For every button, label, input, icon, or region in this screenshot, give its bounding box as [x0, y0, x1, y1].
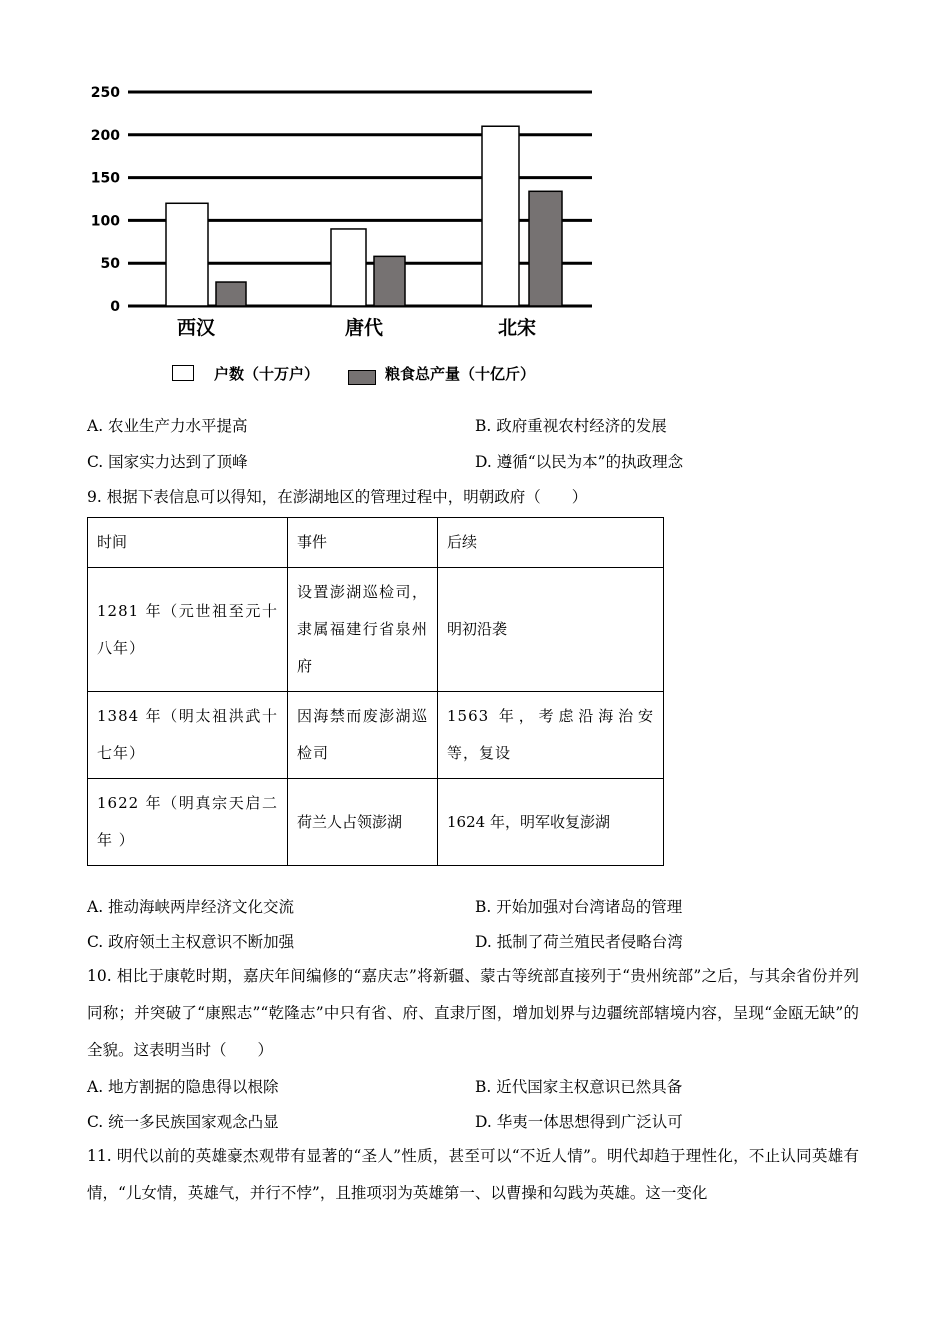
table-cell-time: 1384 年（明太祖洪武十七年） — [88, 692, 288, 779]
q10-option-d[interactable]: D. 华夷一体思想得到广泛认可 — [475, 1113, 683, 1131]
chart-legend — [172, 362, 572, 388]
table-cell-event: 因海禁而废澎湖巡检司 — [288, 692, 438, 779]
table-row — [88, 692, 664, 779]
table-row — [88, 568, 664, 692]
table-header-time: 时间 — [88, 518, 288, 568]
q9-option-b[interactable]: B. 开始加强对台湾诸岛的管理 — [475, 898, 683, 916]
table-header-event: 事件 — [288, 518, 438, 568]
table-cell-time: 1622 年（明真宗天启二年 ） — [88, 779, 288, 866]
table-header-followup: 后续 — [438, 518, 664, 568]
table-row — [88, 779, 664, 866]
bar-grain — [216, 282, 246, 306]
bar-households — [331, 229, 366, 306]
table-cell-time: 1281 年（元世祖至元十八年） — [88, 568, 288, 692]
q8-option-b[interactable]: B. 政府重视农村经济的发展 — [475, 417, 667, 435]
y-tick-label: 200 — [90, 127, 120, 144]
q9-option-a[interactable]: A. 推动海峡两岸经济文化交流 — [87, 898, 295, 916]
q10-option-a[interactable]: A. 地方割据的隐患得以根除 — [87, 1078, 279, 1096]
q9-option-d[interactable]: D. 抵制了荷兰殖民者侵略台湾 — [475, 933, 683, 951]
q8-option-c[interactable]: C. 国家实力达到了顶峰 — [87, 453, 248, 471]
q8-option-d[interactable]: D. 遵循“以民为本”的执政理念 — [475, 453, 684, 471]
chart-categories — [177, 316, 536, 339]
bar-chart — [80, 70, 620, 400]
table-cell-event: 荷兰人占领澎湖 — [288, 779, 438, 866]
y-tick-label: 0 — [110, 299, 120, 315]
bar-households — [166, 203, 208, 306]
q10-stem: 10. 相比于康乾时期，嘉庆年间编修的“嘉庆志”将新疆、蒙古等统部直接列于“贵州统部”之后，与其余省份并列同称；并突破了“康熙志”“乾隆志”中只有省、府、直隶厅图，增加划界与边疆统部辖境内容，呈现“金瓯无缺”的全貌。这表明当时（ ） — [87, 967, 859, 1059]
y-tick-label: 50 — [100, 256, 120, 273]
table-cell-event: 设置澎湖巡检司，隶属福建行省泉州府 — [288, 568, 438, 692]
x-category-label: 北宋 — [497, 317, 537, 339]
legend-swatch-households — [172, 365, 194, 381]
q9-stem: 9. 根据下表信息可以得知，在澎湖地区的管理过程中，明朝政府（ ） — [87, 488, 588, 506]
y-tick-label: 150 — [90, 170, 120, 187]
y-tick-label: 100 — [90, 213, 120, 230]
bar-grain — [529, 191, 562, 306]
q8-option-a[interactable]: A. 农业生产力水平提高 — [87, 417, 248, 435]
q10-option-b[interactable]: B. 近代国家主权意识已然具备 — [475, 1078, 683, 1096]
chart-y-ticks — [91, 85, 120, 315]
bar-households — [482, 126, 519, 306]
y-tick-label: 250 — [90, 85, 120, 101]
legend-label-households: 户数（十万户） — [214, 365, 320, 383]
q11-stem: 11. 明代以前的英雄豪杰观带有显著的“圣人”性质，甚至可以“不近人情”。明代却趋于理性化，不止认同英雄有情，“儿女情，英雄气，并行不悖”，且推项羽为英雄第一、以曹操和勾践为英雄。这一变化 — [87, 1147, 859, 1202]
legend-swatch-grain — [348, 370, 376, 385]
x-category-label: 西汉 — [176, 317, 216, 339]
bar-grain — [374, 256, 405, 306]
x-category-label: 唐代 — [344, 317, 384, 339]
q9-table — [87, 517, 664, 866]
legend-label-grain: 粮食总产量（十亿斤） — [385, 365, 536, 383]
table-header-row — [88, 518, 664, 568]
chart-bars — [166, 126, 562, 306]
table-cell-followup: 1563 年，考虑沿海治安等，复设 — [438, 692, 664, 779]
q10-option-c[interactable]: C. 统一多民族国家观念凸显 — [87, 1113, 279, 1131]
q9-option-c[interactable]: C. 政府领土主权意识不断加强 — [87, 933, 295, 951]
table-cell-followup: 1624 年，明军收复澎湖 — [438, 779, 664, 866]
table-cell-followup: 明初沿袭 — [438, 568, 664, 692]
